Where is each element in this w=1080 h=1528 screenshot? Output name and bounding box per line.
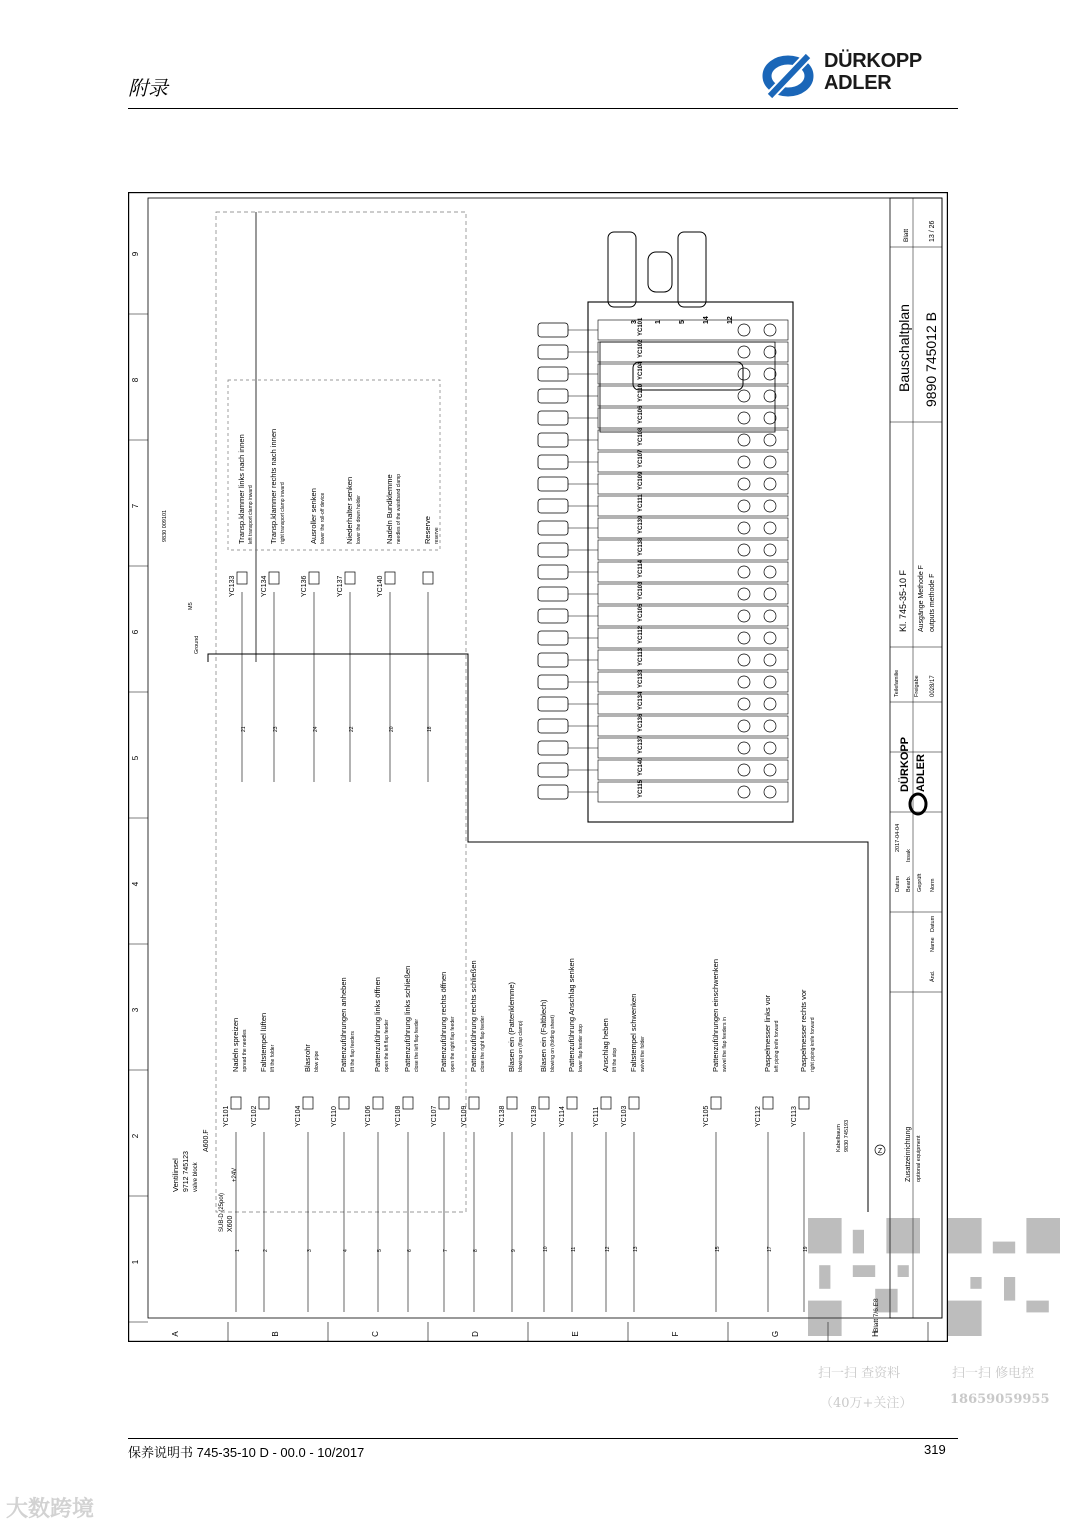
column-number: 8 bbox=[131, 377, 140, 383]
solenoid-symbol bbox=[385, 572, 395, 584]
valve-function-de: Anschlag heben bbox=[601, 1018, 610, 1072]
valve-id: YC104 bbox=[295, 1105, 302, 1127]
valve-id: YC139 bbox=[531, 1105, 538, 1127]
valve-slot-label: YC109 bbox=[638, 471, 644, 490]
valve-function-de: Nadeln spreizen bbox=[231, 1017, 240, 1072]
row-letter: D bbox=[471, 1331, 480, 1337]
valve-function-en: left transport clamp inward bbox=[248, 485, 254, 544]
valve-function-en: close the right flap feeder bbox=[480, 1015, 486, 1072]
optional-note bbox=[875, 1145, 885, 1155]
pin-number: 4 bbox=[343, 1249, 349, 1252]
pin-number: 23 bbox=[273, 726, 279, 732]
label-norm: Norm bbox=[930, 878, 936, 892]
pin-number: 19 bbox=[803, 1246, 809, 1252]
valve-function-en: blowing on (folding sheet) bbox=[550, 1015, 556, 1072]
plug-id: X600 bbox=[227, 1215, 234, 1232]
pneumatic-fitting-icon bbox=[538, 675, 568, 689]
valve-id: YC102 bbox=[251, 1105, 258, 1127]
watermark-line1a: 扫一扫 查资料 bbox=[818, 1366, 901, 1381]
valve-function-en: swivel the flap feeders in bbox=[722, 1017, 728, 1072]
pin-number: 13 bbox=[633, 1246, 639, 1252]
solenoid-symbol bbox=[345, 572, 355, 584]
footer-rule bbox=[128, 1438, 958, 1439]
pin-number: 2 bbox=[263, 1249, 269, 1252]
pneumatic-fitting-icon bbox=[538, 565, 568, 579]
valve-function-de: Pattenzuführungen einschwenken bbox=[711, 959, 720, 1072]
solenoid-symbol bbox=[403, 1097, 413, 1109]
valve-function-de: Nadeln Bundklemme bbox=[385, 474, 394, 544]
valve-id: YC103 bbox=[621, 1105, 628, 1127]
valve-block-connector: A600.F bbox=[203, 1129, 210, 1152]
valve-function-en: right piping knife forward bbox=[810, 1017, 816, 1072]
solenoid-symbol bbox=[373, 1097, 383, 1109]
label-freigabe: Freigabe bbox=[914, 675, 920, 697]
valve-id: YC140 bbox=[377, 575, 384, 597]
sheet-reference: Blatt 7/6.E8 bbox=[873, 1298, 880, 1332]
pneumatic-fitting-icon bbox=[538, 499, 568, 513]
valve-id: YC134 bbox=[261, 575, 268, 597]
valve-function-en: open the left flap feeder bbox=[384, 1019, 390, 1072]
solenoid-symbol bbox=[339, 1097, 349, 1109]
valve-slot-label: YC136 bbox=[638, 713, 644, 732]
cable-bottom-number: 9830 745193 bbox=[844, 1119, 850, 1152]
valve-function-de: Paspelmesser links vor bbox=[763, 994, 772, 1072]
pneumatic-fitting-icon bbox=[538, 323, 568, 337]
valve-slot-label: YC111 bbox=[638, 494, 644, 512]
valve-slot-label: YC138 bbox=[638, 537, 644, 556]
valve-function-en: lift the folder bbox=[270, 1044, 276, 1072]
footer-page-number: 319 bbox=[924, 1442, 946, 1457]
pin-number: 1 bbox=[235, 1249, 241, 1252]
pin-number: 7 bbox=[443, 1249, 449, 1252]
port-label: 5 bbox=[679, 320, 686, 324]
pin-number: 6 bbox=[407, 1249, 413, 1252]
watermark-line2a: （40万+关注） bbox=[820, 1396, 913, 1411]
outputs-en: outputs methode F bbox=[929, 573, 936, 632]
pneumatic-fitting-icon bbox=[538, 345, 568, 359]
label-bearb: Bearb. bbox=[906, 875, 912, 892]
solenoid-symbol bbox=[423, 572, 433, 584]
pin-number: 9 bbox=[511, 1249, 517, 1252]
valve-slot-label: YC107 bbox=[638, 449, 644, 468]
solenoid-symbol bbox=[567, 1097, 577, 1109]
solenoid-symbol bbox=[799, 1097, 809, 1109]
valve-id: YC136 bbox=[301, 575, 308, 597]
qr-code-right bbox=[948, 1218, 1060, 1336]
valve-id: YC110 bbox=[331, 1106, 338, 1127]
valve-id: YC138 bbox=[499, 1105, 506, 1127]
pin-number: 8 bbox=[473, 1249, 479, 1252]
valve-slot-label: YC106 bbox=[638, 405, 644, 424]
valve-slot-label: YC101 bbox=[638, 317, 644, 336]
optional-label: Zusatzeinrichtung bbox=[905, 1126, 912, 1182]
solenoid-symbol bbox=[629, 1097, 639, 1109]
valve-slot-label: YC112 bbox=[638, 625, 644, 644]
valve-slot-label: YC104 bbox=[638, 361, 644, 380]
valve-function-en: swivel the folder bbox=[640, 1036, 646, 1072]
machine-class: Kl. 745-35-10 F bbox=[898, 569, 908, 632]
row-letter: B bbox=[271, 1331, 280, 1337]
pneumatic-fitting-icon bbox=[538, 367, 568, 381]
valve-function-en: blowing on (flap clamp) bbox=[518, 1020, 524, 1072]
solenoid-symbol bbox=[711, 1097, 721, 1109]
release-number: 0028/17 bbox=[930, 675, 936, 697]
valve-function-de: Pattenzuführungen anheben bbox=[339, 977, 348, 1072]
cable-bottom-label: Kabelbaum bbox=[836, 1124, 842, 1152]
logo-line1: DÜRKOPP bbox=[824, 50, 922, 72]
valve-slot-label: YC113 bbox=[638, 647, 644, 666]
supply-label: +24V bbox=[232, 1167, 238, 1182]
pin-number: 10 bbox=[543, 1246, 549, 1252]
durkopp-adler-logo bbox=[762, 50, 962, 100]
column-number: 5 bbox=[131, 755, 140, 761]
row-letter: F bbox=[671, 1331, 680, 1337]
valve-function-de: Transp.klammer links nach innen bbox=[237, 434, 246, 544]
column-number: 9 bbox=[131, 251, 140, 257]
column-markers bbox=[128, 251, 148, 1322]
valve-function-en: lift the stop bbox=[612, 1047, 618, 1072]
pin-number: 22 bbox=[349, 726, 355, 732]
valve-function-de: Ausroller senken bbox=[309, 488, 318, 544]
pin-number: 18 bbox=[427, 726, 433, 732]
valve-id: YC114 bbox=[559, 1106, 566, 1127]
label-aend: Änd. bbox=[930, 970, 936, 982]
valve-function-de: Pattenzuführung links schließen bbox=[403, 965, 412, 1072]
port-label: 3 bbox=[631, 320, 638, 324]
valve-id: YC107 bbox=[431, 1105, 438, 1127]
valve-slot-label: YC105 bbox=[638, 603, 644, 622]
editor-value: Issak bbox=[906, 849, 912, 862]
valve-function-de: Faltstempel schwenken bbox=[629, 993, 638, 1072]
pneumatic-fitting-icon bbox=[538, 543, 568, 557]
pneumatic-fitting-icon bbox=[538, 477, 568, 491]
plug-type: SUB-D (25pol) bbox=[219, 1192, 225, 1232]
ground-label: Ground bbox=[194, 635, 200, 654]
valve-group-lower bbox=[223, 958, 816, 1312]
optional-label-en: optional equipment bbox=[916, 1135, 922, 1182]
drawing-number: 9890 745012 B bbox=[923, 312, 939, 407]
pin-number: 5 bbox=[377, 1249, 383, 1252]
label-teilefamilie: Teilefamilie bbox=[894, 669, 900, 697]
wiring-schematic bbox=[128, 192, 948, 1342]
label-gepruft: Geprüft bbox=[917, 873, 923, 892]
valve-function-en: lift the flap feeders bbox=[350, 1031, 356, 1072]
valve-function-de: Transp.klammer rechts nach innen bbox=[269, 428, 278, 544]
valve-function-en: lower flap feeder stop bbox=[578, 1024, 584, 1072]
valve-function-en: blow pipe bbox=[314, 1050, 320, 1072]
column-number: 4 bbox=[131, 881, 140, 887]
pneumatic-fitting-icon bbox=[538, 697, 568, 711]
solenoid-symbol bbox=[507, 1097, 517, 1109]
pneumatic-fitting-icon bbox=[538, 433, 568, 447]
valve-slot-label: YC140 bbox=[638, 757, 644, 776]
pneumatic-fitting-icon bbox=[538, 521, 568, 535]
valve-function-de: Pattenzuführung rechts öffnen bbox=[439, 971, 448, 1072]
valve-slot-label: YC134 bbox=[638, 691, 644, 710]
watermark-line1b: 扫一扫 修电控 bbox=[952, 1366, 1035, 1381]
port-label: 1 bbox=[655, 320, 662, 324]
valve-slot-label: YC133 bbox=[638, 669, 644, 688]
outputs-de: Ausgänge Methode F bbox=[918, 565, 925, 632]
pneumatic-fitting-icon bbox=[538, 763, 568, 777]
pin-number: 12 bbox=[605, 1246, 611, 1252]
pneumatic-fitting-icon bbox=[538, 609, 568, 623]
logo-mark-icon bbox=[762, 50, 818, 100]
pneumatic-fitting-icon bbox=[538, 411, 568, 425]
pneumatic-fitting-icon bbox=[538, 719, 568, 733]
valve-function-de: Niederhalter senken bbox=[345, 476, 354, 544]
watermark-line2b: 18659059955 bbox=[950, 1392, 1050, 1407]
pneumatic-fitting-icon bbox=[538, 653, 568, 667]
valve-block-en: valve block bbox=[193, 1162, 199, 1192]
valve-function-en: needles of the waistband clamp bbox=[396, 473, 402, 544]
valve-block-name: Ventilinsel bbox=[171, 1158, 180, 1192]
valve-function-de: Blasen ein (Faltblech) bbox=[539, 999, 548, 1072]
pin-number: 21 bbox=[241, 726, 247, 732]
pin-number: 11 bbox=[571, 1246, 577, 1252]
pin-number: 17 bbox=[767, 1246, 773, 1252]
pin-number: 3 bbox=[307, 1249, 313, 1252]
optional-symbol: Z bbox=[877, 1148, 883, 1155]
qr-code-left bbox=[808, 1218, 920, 1336]
valve-slot-label: YC110 bbox=[638, 383, 644, 402]
valve-slot-label: YC103 bbox=[638, 581, 644, 600]
pneumatic-fitting-icon bbox=[538, 785, 568, 799]
header-rule bbox=[128, 108, 958, 109]
valve-slot-label: YC114 bbox=[638, 559, 644, 578]
solenoid-symbol bbox=[231, 1097, 241, 1109]
page-section-title: 附录 bbox=[128, 78, 168, 100]
logo-line2: ADLER bbox=[824, 72, 892, 94]
valve-id: YC109 bbox=[461, 1105, 468, 1127]
valve-slot-label: YC115 bbox=[638, 779, 644, 798]
sheet-number: 13 / 26 bbox=[929, 220, 936, 242]
pneumatic-fitting-icon bbox=[538, 631, 568, 645]
solenoid-symbol bbox=[539, 1097, 549, 1109]
solenoid-symbol bbox=[601, 1097, 611, 1109]
pneumatic-fitting-icon bbox=[538, 455, 568, 469]
valve-function-en: spread the needles bbox=[242, 1029, 248, 1072]
column-number: 6 bbox=[131, 629, 140, 635]
valve-id: YC113 bbox=[791, 1106, 798, 1127]
valve-manifold-illustration bbox=[538, 232, 793, 822]
solenoid-symbol bbox=[469, 1097, 479, 1109]
port-label: 12 bbox=[727, 316, 734, 324]
pin-number: 24 bbox=[313, 726, 319, 732]
valve-function-en: left piping knife forward bbox=[774, 1020, 780, 1072]
row-letter: G bbox=[771, 1330, 780, 1338]
plan-title: Bauschaltplan bbox=[896, 304, 912, 392]
valve-block-number: 9712 745123 bbox=[183, 1151, 190, 1192]
valve-function-en: open the right flap feeder bbox=[450, 1016, 456, 1072]
valve-slot-label: YC137 bbox=[638, 735, 644, 754]
valve-id: YC106 bbox=[365, 1105, 372, 1127]
label-name: Name bbox=[930, 937, 936, 952]
pneumatic-fitting-icon bbox=[538, 741, 568, 755]
valve-function-de: Faltstempel lüften bbox=[259, 1012, 268, 1072]
solenoid-symbol bbox=[259, 1097, 269, 1109]
column-number: 3 bbox=[131, 1007, 140, 1013]
solenoid-symbol bbox=[763, 1097, 773, 1109]
valve-id: YC105 bbox=[703, 1105, 710, 1127]
valve-function-en: lower the down holder bbox=[356, 495, 362, 544]
valve-slot-label: YC139 bbox=[638, 515, 644, 534]
title-block-logo-line2: ADLER bbox=[915, 754, 927, 792]
valve-function-en: reserve bbox=[434, 527, 440, 544]
valve-id: YC111 bbox=[593, 1106, 600, 1127]
cable-top-number: 9830 009101 bbox=[162, 509, 168, 542]
pin-number: 20 bbox=[389, 726, 395, 732]
pin-number: 15 bbox=[715, 1246, 721, 1252]
column-number: 7 bbox=[131, 503, 140, 509]
valve-function-de: Pattenzuführung links öffnen bbox=[373, 977, 382, 1072]
solenoid-symbol bbox=[309, 572, 319, 584]
valve-function-de: Pattenzuführung rechts schließen bbox=[469, 960, 478, 1072]
watermark-brand: 大数跨境 bbox=[6, 1497, 95, 1522]
label-datum: Datum bbox=[895, 875, 901, 892]
label-datum2: Datum bbox=[930, 915, 936, 932]
valve-id: YC112 bbox=[755, 1106, 762, 1127]
title-block-logo-line1: DÜRKOPP bbox=[899, 736, 911, 792]
row-letter: A bbox=[171, 1331, 180, 1337]
valve-slot-label: YC108 bbox=[638, 427, 644, 446]
valve-function-de: Reserve bbox=[423, 516, 432, 544]
footer-manual-ref: 保养说明书 745-35-10 D - 00.0 - 10/2017 bbox=[128, 1445, 365, 1460]
valve-function-en: right transport clamp inward bbox=[280, 482, 286, 544]
valve-group-upper bbox=[228, 380, 440, 782]
valve-id: YC133 bbox=[229, 575, 236, 597]
pneumatic-fitting-icon bbox=[538, 389, 568, 403]
valve-slot-label: YC102 bbox=[638, 339, 644, 358]
valve-id: YC101 bbox=[223, 1105, 230, 1127]
solenoid-symbol bbox=[439, 1097, 449, 1109]
column-number: 2 bbox=[131, 1133, 140, 1139]
solenoid-symbol bbox=[269, 572, 279, 584]
valve-function-de: Blasrohr bbox=[303, 1044, 312, 1072]
row-letter: H bbox=[871, 1331, 880, 1337]
title-block-logo-icon bbox=[910, 794, 926, 814]
valve-function-en: close the left flap feeder bbox=[414, 1018, 420, 1072]
date-value: 2017-04-04 bbox=[895, 823, 901, 852]
mass-label: M5 bbox=[188, 602, 194, 610]
column-number: 1 bbox=[131, 1259, 140, 1265]
optional-box bbox=[228, 380, 440, 550]
solenoid-symbol bbox=[237, 572, 247, 584]
solenoid-symbol bbox=[303, 1097, 313, 1109]
valve-id: YC137 bbox=[337, 575, 344, 597]
valve-function-de: Paspelmesser rechts vor bbox=[799, 989, 808, 1072]
row-letter: C bbox=[371, 1331, 380, 1337]
valve-function-de: Pattenzuführung Anschlag senken bbox=[567, 958, 576, 1072]
row-letter: E bbox=[571, 1331, 580, 1337]
valve-function-en: lower the roll-off device bbox=[320, 492, 326, 544]
sheet-label: Blatt bbox=[903, 228, 910, 242]
valve-function-de: Blasen ein (Pattenklemme) bbox=[507, 981, 516, 1072]
port-label: 14 bbox=[703, 316, 710, 324]
pneumatic-fitting-icon bbox=[538, 587, 568, 601]
valve-id: YC108 bbox=[395, 1105, 402, 1127]
